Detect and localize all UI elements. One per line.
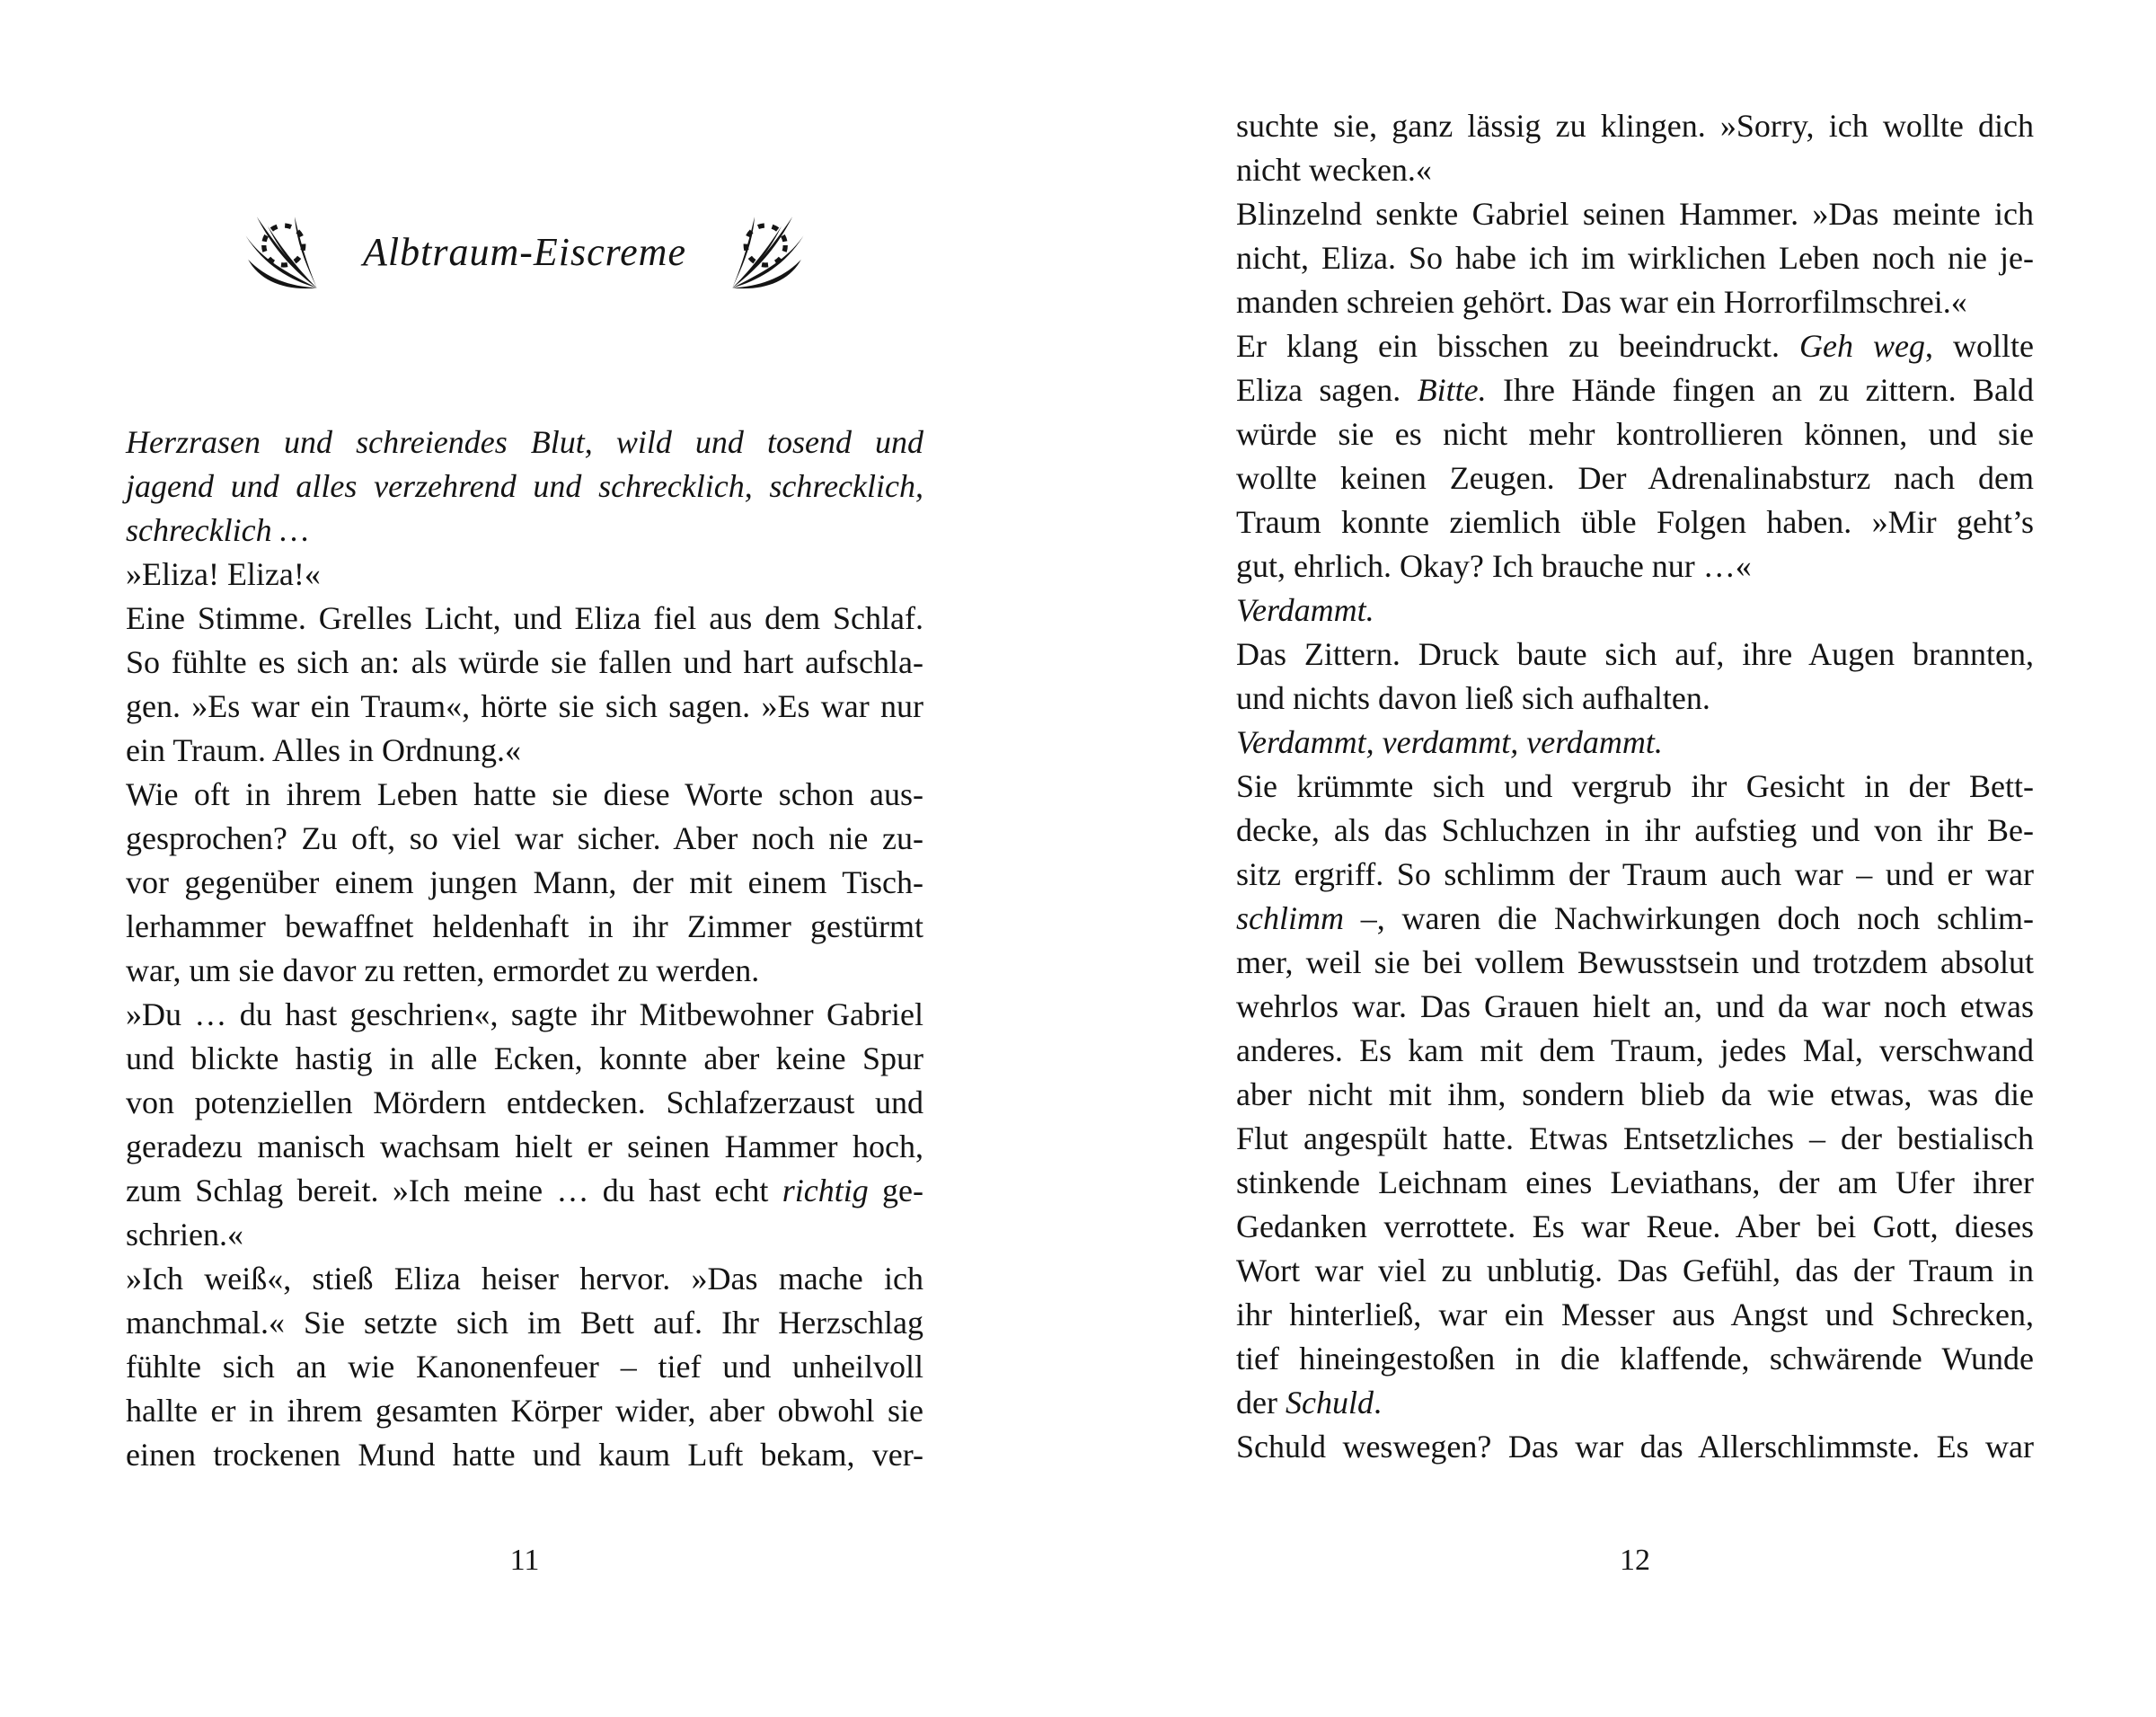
chapter-heading [126,201,923,302]
text-line: sitz ergriff. So schlimm der Traum auch war – und er war [1236,856,2034,892]
text-line: von potenziellen Mördern entdecken. Schlafzerzaust und [126,1084,923,1120]
text-line: schlimm –, waren die Nachwirkungen doch noch schlim- [1236,900,2034,936]
text-line: Verdammt. [1236,592,1374,628]
text-line: Gedanken verrottete. Es war Reue. Aber bei Gott, dieses [1236,1208,2034,1244]
text-line: Flut angespült hatte. Etwas Entsetzliches – der bestialisch [1236,1120,2034,1156]
text-line: zum Schlag bereit. »Ich meine … du hast echt richtig ge- [126,1173,923,1208]
text-line: Eliza sagen. Bitte. Ihre Hände fingen an zu zittern. Bald [1236,372,2034,408]
text-line: manchmal.« Sie setzte sich im Bett auf. Ihr Herzschlag [126,1305,923,1341]
text-line: decke, als das Schluchzen in ihr aufstieg und von ihr Be- [1236,812,2034,848]
text-line: stinkende Leichnam eines Leviathans, der am Ufer ihrer [1236,1164,2034,1200]
text-line: jagend und alles verzehrend und schrecklich, schrecklich, [126,468,923,504]
text-line: aber nicht mit ihm, sondern blieb da wie etwas, was die [1236,1076,2034,1112]
text-line: Wort war viel zu unblutig. Das Gefühl, das der Traum in [1236,1252,2034,1288]
chapter-title: Albtraum-Eiscreme [363,229,686,274]
text-line: war, um sie davor zu retten, ermordet zu werden. [126,952,760,988]
text-line: gesprochen? Zu oft, so viel war sicher. Aber noch nie zu- [126,820,923,856]
text-line: Wie oft in ihrem Leben hatte sie diese Worte schon aus- [126,776,923,812]
text-line: ihr hinterließ, war ein Messer aus Angst und Schrecken, [1236,1297,2034,1332]
left-page-text [126,420,923,1477]
right-page-text [1236,104,2034,1469]
text-line: der Schuld. [1236,1385,1382,1421]
text-line: wehrlos war. Das Grauen hielt an, und da war noch etwas [1236,988,2034,1024]
text-line: Er klang ein bisschen zu beeindruckt. Geh weg, wollte [1236,328,2035,364]
text-line: und blickte hastig in alle Ecken, konnte aber keine Spur [126,1040,923,1076]
text-line: und nichts davon ließ sich aufhalten. [1236,680,1710,716]
text-line: mer, weil sie bei vollem Bewusstsein und trotzdem absolut [1236,944,2034,980]
text-line: Schuld weswegen? Das war das Allerschlimmste. Es war [1236,1429,2034,1465]
text-line: »Ich weiß«, stieß Eliza heiser hervor. »Das mache ich [126,1261,923,1297]
text-line: Verdammt, verdammt, verdammt. [1236,724,1663,760]
text-line: So fühlte es sich an: als würde sie fallen und hart aufschla- [126,644,923,680]
text-line: »Du … du hast geschrien«, sagte ihr Mitbewohner Gabriel [126,996,923,1032]
text-line: »Eliza! Eliza!« [126,556,321,592]
text-line: lerhammer bewaffnet heldenhaft in ihr Zimmer gestürmt [126,908,923,944]
text-line: würde sie es nicht mehr kontrollieren können, und sie [1236,416,2034,452]
seagrass-flourish-icon [243,205,322,298]
text-line: Herzrasen und schreiendes Blut, wild und tosend und [126,424,923,460]
text-line: schrien.« [126,1217,243,1252]
text-line: suchte sie, ganz lässig zu klingen. »Sorry, ich wollte dich [1236,108,2034,144]
text-line: geradezu manisch wachsam hielt er seinen Hammer hoch, [126,1128,923,1164]
text-line: ein Traum. Alles in Ordnung.« [126,732,522,768]
text-line: wollte keinen Zeugen. Der Adrenalinabsturz nach dem [1236,460,2034,496]
text-line: hallte er in ihrem gesamten Körper wider, aber obwohl sie [126,1393,923,1429]
text-line: einen trockenen Mund hatte und kaum Luft bekam, ver- [126,1437,923,1473]
text-line: gut, ehrlich. Okay? Ich brauche nur …« [1236,548,1752,584]
text-line: Blinzelnd senkte Gabriel seinen Hammer. »Das meinte ich [1236,196,2034,232]
text-line: Eine Stimme. Grelles Licht, und Eliza fiel aus dem Schlaf. [126,600,923,636]
text-line: manden schreien gehört. Das war ein Horrorfilmschrei.« [1236,284,1967,320]
left-page-number: 11 [509,1544,540,1577]
text-line: nicht, Eliza. So habe ich im wirklichen Leben noch nie je- [1236,240,2034,276]
text-line: gen. »Es war ein Traum«, hörte sie sich sagen. »Es war nur [126,688,923,724]
text-line: schrecklich … [126,512,309,548]
text-line: Das Zittern. Druck baute sich auf, ihre Augen brannten, [1236,636,2034,672]
right-page-number: 12 [1620,1544,1650,1577]
text-line: Sie krümmte sich und vergrub ihr Gesicht in der Bett- [1236,768,2034,804]
text-line: Traum konnte ziemlich üble Folgen haben. »Mir geht’s [1236,504,2034,540]
text-line: fühlte sich an wie Kanonenfeuer – tief und unheilvoll [126,1349,923,1385]
text-line: tief hineingestoßen in die klaffende, schwärende Wunde [1236,1341,2034,1376]
seagrass-flourish-icon [728,205,807,298]
text-line: vor gegenüber einem jungen Mann, der mit einem Tisch- [126,864,923,900]
text-line: anderes. Es kam mit dem Traum, jedes Mal, verschwand [1236,1032,2034,1068]
text-line: nicht wecken.« [1236,152,1432,188]
